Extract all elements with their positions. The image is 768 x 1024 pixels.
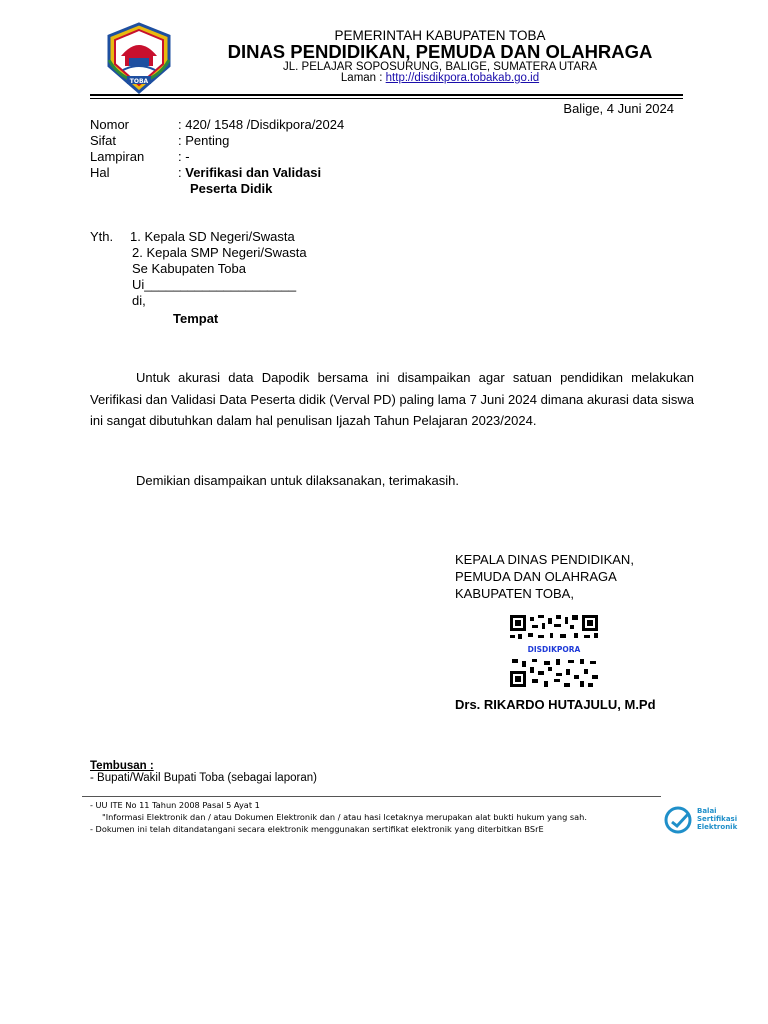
footer-esign-note: - Dokumen ini telah ditandatangani secara elektronik menggunakan sertifikat elektronik yang diterbitkan BSrE bbox=[90, 824, 544, 834]
body-paragraph: Untuk akurasi data Dapodik bersama ini disampaikan agar satuan pendidikan melakukan Verifikasi dan Validasi Data Peserta didik (Verval PD) paling lama 7 Juni 2024 dimana akurasi data siswa ini sangat dibutuhkan dalam hal penulisan Ijazah Tahun Pelajaran 2023/2024. bbox=[90, 370, 694, 428]
bsre-text-1: Balai bbox=[697, 807, 717, 815]
hal-subject-line2: Peserta Didik bbox=[190, 181, 273, 196]
toba-regency-logo bbox=[103, 22, 175, 94]
recipient-yth: Yth. bbox=[90, 229, 114, 244]
signatory-title-3: KABUPATEN TOBA, bbox=[455, 586, 574, 601]
recipient-item-1: 1. Kepala SD Negeri/Swasta bbox=[130, 229, 295, 244]
closing-sentence: Demikian disampaikan untuk dilaksanakan, terimakasih. bbox=[136, 473, 459, 488]
qr-code-signature bbox=[510, 615, 598, 687]
tembusan-item-1: - Bupati/Wakil Bupati Toba (sebagai laporan) bbox=[90, 772, 317, 784]
recipient-di: di, bbox=[132, 293, 146, 308]
tembusan-heading: Tembusan : bbox=[90, 760, 154, 772]
letterhead-agency: DINAS PENDIDIKAN, PEMUDA DAN OLAHRAGA bbox=[227, 41, 653, 62]
letterhead-website bbox=[175, 72, 705, 84]
qr-label: DISDIKPORA bbox=[527, 645, 581, 654]
hal-subject-line1: Verifikasi dan Validasi bbox=[185, 165, 322, 180]
footer-rule bbox=[82, 796, 661, 797]
hal-label: Hal bbox=[90, 165, 110, 180]
bsre-text-3: Elektronik bbox=[697, 823, 738, 831]
signatory-name: Drs. RIKARDO HUTAJULU, M.Pd bbox=[455, 697, 656, 712]
letter-date: Balige, 4 Juni 2024 bbox=[563, 101, 674, 116]
letterhead-address: JL. PELAJAR SOPOSURUNG, BALIGE, SUMATERA UTARA bbox=[283, 61, 597, 73]
sifat-label: Sifat bbox=[90, 133, 117, 148]
logo-text: TOBA bbox=[129, 78, 149, 85]
letterhead-rule-thin bbox=[90, 98, 683, 99]
sifat-value: : Penting bbox=[178, 133, 230, 148]
nomor-value: : 420/ 1548 /Disdikpora/2024 bbox=[178, 117, 345, 132]
nomor-label: Nomor bbox=[90, 117, 130, 132]
website-label: Laman : bbox=[340, 72, 386, 84]
website-link[interactable]: http://disdikpora.tobakab.go.id bbox=[385, 72, 540, 84]
hal-colon: : bbox=[178, 165, 186, 180]
letterhead-rule-thick bbox=[90, 94, 683, 96]
recipient-ui-line: Ui_____________________ bbox=[132, 277, 297, 292]
recipient-item-2: 2. Kepala SMP Negeri/Swasta bbox=[132, 245, 307, 260]
footer-law-quote: "Informasi Elektronik dan / atau Dokumen Elektronik dan / atau hasi lcetaknya merupakan alat bukti hukum yang sah. bbox=[102, 812, 587, 822]
signatory-title-2: PEMUDA DAN OLAHRAGA bbox=[455, 569, 617, 584]
recipient-region: Se Kabupaten Toba bbox=[132, 261, 246, 276]
bsre-text-2: Sertifikasi bbox=[697, 815, 738, 823]
recipient-place: Tempat bbox=[173, 311, 219, 326]
footer-law-ref: - UU ITE No 11 Tahun 2008 Pasal 5 Ayat 1 bbox=[90, 800, 260, 810]
hal-value bbox=[178, 165, 321, 181]
bsre-emblem-icon bbox=[663, 805, 695, 835]
lampiran-value: : - bbox=[178, 149, 190, 164]
signatory-title-1: KEPALA DINAS PENDIDIKAN, bbox=[455, 552, 634, 567]
lampiran-label: Lampiran bbox=[90, 149, 145, 164]
letterhead-government: PEMERINTAH KABUPATEN TOBA bbox=[334, 28, 546, 43]
bsre-logo bbox=[663, 805, 739, 835]
